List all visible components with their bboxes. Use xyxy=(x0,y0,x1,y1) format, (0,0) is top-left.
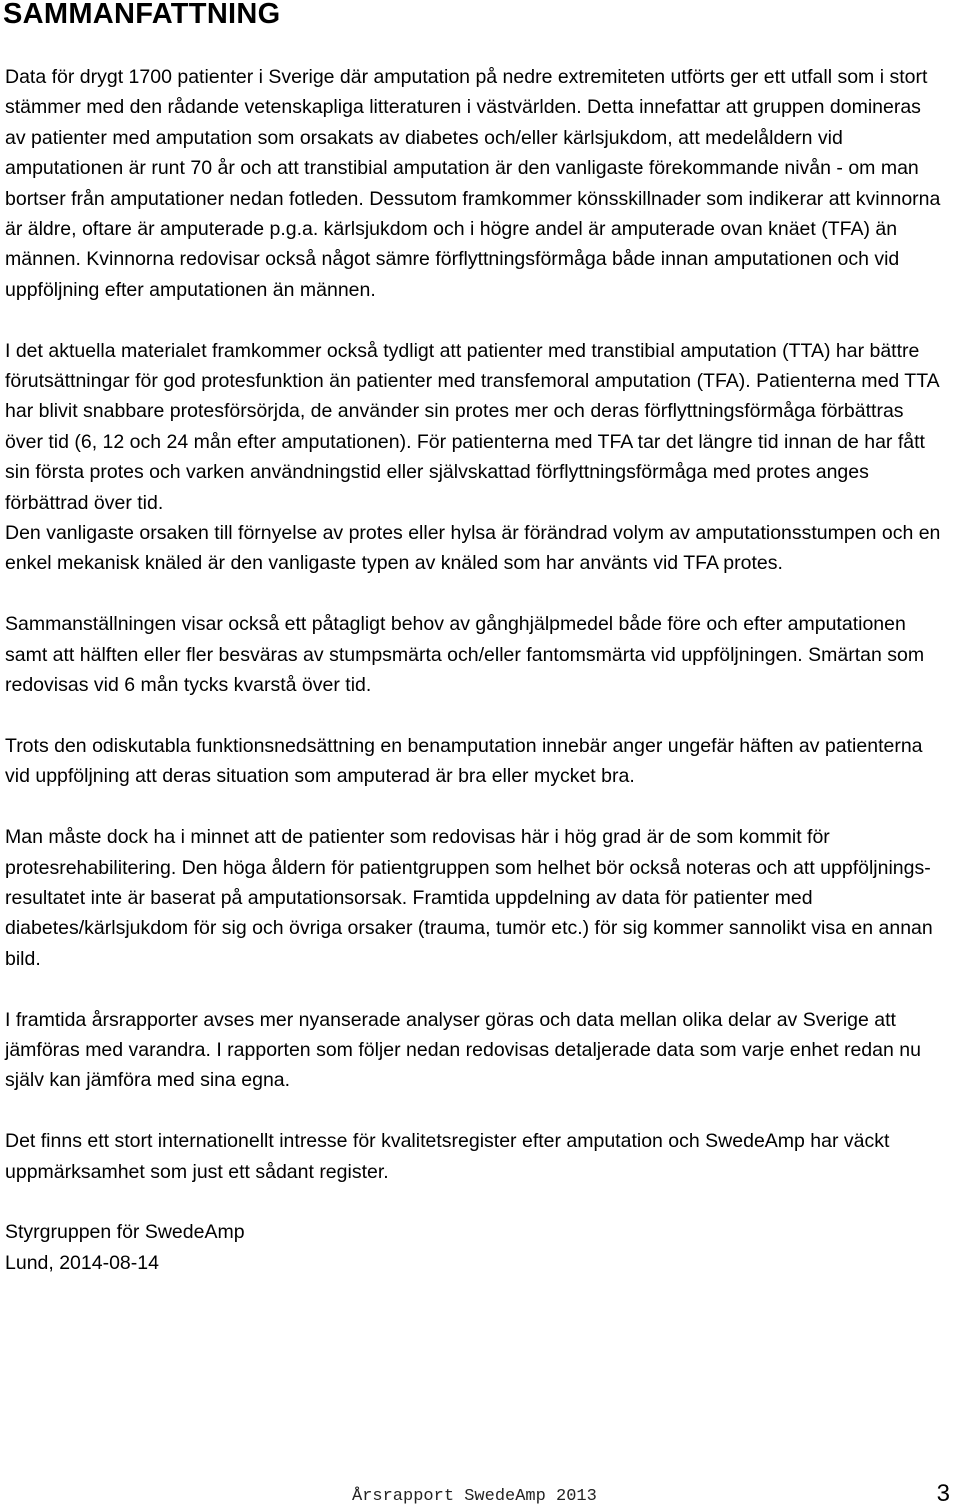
summary-body xyxy=(5,62,945,1278)
paragraph-walking-aids: Sammanställningen visar också ett påtagligt behov av gånghjälpmedel både före och efter amputationen samt att hälften eller fler besväras av stumpsmärta och/eller fantomsmärta vid uppföljningen. Smärtan som redovisas vid 6 mån tycks kvarstå över tid. xyxy=(5,613,925,697)
paragraph-future-reports: I framtida årsrapporter avses mer nyanserade analyser göras och data mellan olika delar av Sverige att jämföras med varandra. I rapporten som följer nedan redovisas detaljerade data som varje enhet redan nu själv kan jämföra med sina egna. xyxy=(5,1008,921,1092)
footer-report-title: Årsrapport SwedeAmp 2013 xyxy=(352,1487,597,1506)
paragraph-prosthesis-renewal: Den vanligaste orsaken till förnyelse av protes eller hylsa är förändrad volym av amputationsstumpen och en enkel mekanisk knäled är den vanligaste typen av knäled som har använts vid TFA protes. xyxy=(5,522,941,575)
section-heading: SAMMANFATTNING xyxy=(3,0,281,30)
paragraph-international-interest: Det finns ett stort internationellt intresse för kvalitetsregister efter amputation och SwedeAmp har väckt uppmärksamhet som just ett sådant register. xyxy=(5,1130,890,1183)
page-number: 3 xyxy=(936,1480,950,1507)
paragraph-tta-tfa: I det aktuella materialet framkommer också tydligt att patienter med transtibial amputation (TTA) har bättre förutsättningar för god protesfunktion än patienter med transfemoral amputation (TFA). Patienterna med TTA har blivit snabbare protesförsörjda, de använder sin protes mer och deras förflyttningsförmåga förbättras över tid (6, 12 och 24 mån efter amputationen). För patienterna med TFA tar det längre tid innan de har fått sin första protes och varken användningstid eller självskattad förflyttningsförmåga med protes anges förbättrad över tid. xyxy=(5,339,939,514)
paragraph-limitations: Man måste dock ha i minnet att de patienter som redovisas här i hög grad är de som kommit för protesrehabilitering. Den höga åldern för patientgruppen som helhet bör också noteras och att uppföljnings-resultatet inte är baserat på amputationsorsak. Framtida uppdelning av data för patienter med diabetes/kärlsjukdom för sig och övriga orsaker (trauma, tumör etc.) för sig kommer sannolikt visa en annan bild. xyxy=(5,826,933,970)
paragraph-patient-data: Data för drygt 1700 patienter i Sverige där amputation på nedre extremiteten utförts ger ett utfall som i stort stämmer med den rådande vetenskapliga litteraturen i västvärlden. Detta innefattar att gruppen domineras av patienter med amputation som orsakats av diabetes och/eller kärlsjukdom, att medelåldern vid amputationen är runt 70 år och att transtibial amputation är den vanligaste förekommande nivån - om man bortser från amputationer nedan fotleden. Dessutom framkommer könsskillnader som indikerar att kvinnorna är äldre, oftare är amputerade p.g.a. kärlsjukdom och i högre andel är amputerade ovan knäet (TFA) än männen. Kvinnorna redovisar också något sämre förflyttningsförmåga både innan amputationen och vid uppföljning efter amputationen än männen. xyxy=(5,66,941,301)
paragraph-situation: Trots den odiskutabla funktionsnedsättning en benamputation innebär anger ungefär häften av patienterna vid uppföljning att deras situation som amputerad är bra eller mycket bra. xyxy=(5,734,923,788)
signature-group: Styrgruppen för SwedeAmp xyxy=(5,1221,245,1244)
signature-place-date: Lund, 2014-08-14 xyxy=(5,1251,159,1274)
